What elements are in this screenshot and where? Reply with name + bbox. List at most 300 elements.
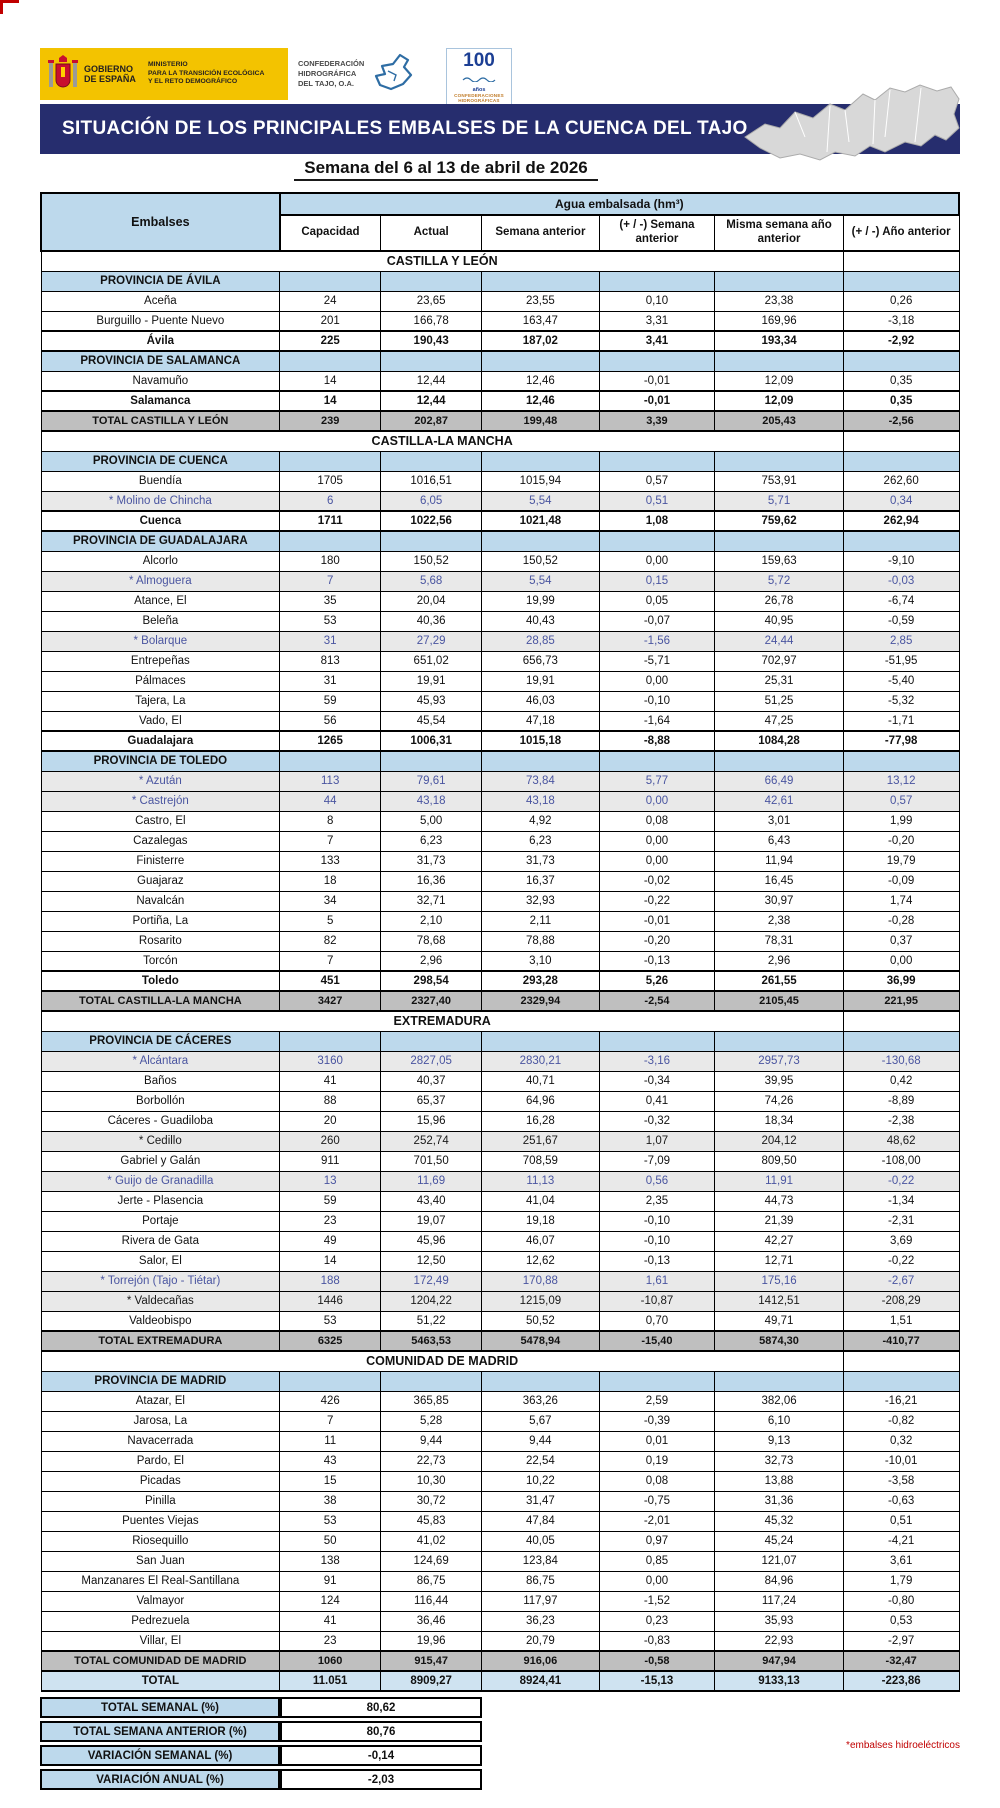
- region-row: [41, 1351, 959, 1371]
- value-cell: 0,37: [843, 931, 959, 951]
- reservoir-name: Pedrezuela: [41, 1611, 280, 1631]
- value-cell: 31,73: [482, 851, 600, 871]
- value-cell: -0,01: [599, 391, 715, 411]
- value-cell: -3,16: [599, 1051, 715, 1071]
- value-cell: -8,88: [599, 731, 715, 751]
- value-cell: 2,38: [715, 911, 844, 931]
- subtitle-wrap: [40, 158, 852, 181]
- reservoir-name: Entrepeñas: [41, 651, 280, 671]
- value-cell: 20,04: [381, 591, 482, 611]
- value-cell: 13: [280, 1171, 381, 1191]
- value-cell: 11.051: [280, 1671, 381, 1691]
- value-cell: 1265: [280, 731, 381, 751]
- data-row: [41, 1291, 959, 1311]
- region-spacer-cell: [843, 251, 959, 271]
- data-row: [41, 871, 959, 891]
- value-cell: -8,89: [843, 1091, 959, 1111]
- value-cell: -5,71: [599, 651, 715, 671]
- value-cell: 23,55: [482, 291, 600, 311]
- data-row: [41, 771, 959, 791]
- summary-label: TOTAL SEMANA ANTERIOR (%): [40, 1721, 280, 1742]
- value-cell: 0,42: [843, 1071, 959, 1091]
- reservoir-name: Gabriel y Galán: [41, 1151, 280, 1171]
- value-cell: -15,40: [599, 1331, 715, 1351]
- value-cell: -6,74: [843, 591, 959, 611]
- province-title: PROVINCIA DE GUADALAJARA: [41, 531, 280, 551]
- province-empty-cell: [715, 531, 844, 551]
- value-cell: 0,32: [843, 1431, 959, 1451]
- value-cell: -208,29: [843, 1291, 959, 1311]
- value-cell: 1,08: [599, 511, 715, 531]
- value-cell: 19,99: [482, 591, 600, 611]
- value-cell: 1,51: [843, 1311, 959, 1331]
- value-cell: 239: [280, 411, 381, 431]
- value-cell: -7,09: [599, 1151, 715, 1171]
- value-cell: 759,62: [715, 511, 844, 531]
- summary-value: -2,03: [280, 1769, 482, 1790]
- reservoir-name: * Alcántara: [41, 1051, 280, 1071]
- reservoir-name: Villar, El: [41, 1631, 280, 1651]
- data-row: [41, 1211, 959, 1231]
- province-empty-cell: [482, 451, 600, 471]
- value-cell: -0,07: [599, 611, 715, 631]
- value-cell: 10,30: [381, 1471, 482, 1491]
- value-cell: 36,46: [381, 1611, 482, 1631]
- value-cell: 23,65: [381, 291, 482, 311]
- column-header-capacidad: Capacidad: [280, 215, 381, 251]
- value-cell: 36,23: [482, 1611, 600, 1631]
- value-cell: 45,54: [381, 711, 482, 731]
- value-cell: 193,34: [715, 331, 844, 351]
- value-cell: 251,67: [482, 1131, 600, 1151]
- summary-value: 80,76: [280, 1721, 482, 1742]
- value-cell: 14: [280, 371, 381, 391]
- value-cell: 0,85: [599, 1551, 715, 1571]
- value-cell: 40,43: [482, 611, 600, 631]
- value-cell: 169,96: [715, 311, 844, 331]
- value-cell: 9,44: [482, 1431, 600, 1451]
- value-cell: -0,75: [599, 1491, 715, 1511]
- reservoir-name: Beleña: [41, 611, 280, 631]
- reservoir-name: Atazar, El: [41, 1391, 280, 1411]
- value-cell: 8924,41: [482, 1671, 600, 1691]
- province-empty-cell: [381, 531, 482, 551]
- province-empty-cell: [843, 351, 959, 371]
- province-title: PROVINCIA DE ÁVILA: [41, 271, 280, 291]
- value-cell: 5,54: [482, 491, 600, 511]
- data-row: [41, 631, 959, 651]
- data-row: [41, 851, 959, 871]
- data-row: [41, 1591, 959, 1611]
- value-cell: 2327,40: [381, 991, 482, 1011]
- table-head: [41, 193, 959, 251]
- value-cell: 42,61: [715, 791, 844, 811]
- reservoir-name: Salamanca: [41, 391, 280, 411]
- reservoir-name: Pardo, El: [41, 1451, 280, 1471]
- grand-row: [41, 1671, 959, 1691]
- value-cell: 0,15: [599, 571, 715, 591]
- reservoir-name: Borbollón: [41, 1091, 280, 1111]
- value-cell: -130,68: [843, 1051, 959, 1071]
- value-cell: -410,77: [843, 1331, 959, 1351]
- value-cell: -2,67: [843, 1271, 959, 1291]
- value-cell: 41,02: [381, 1531, 482, 1551]
- value-cell: 49,71: [715, 1311, 844, 1331]
- reservoir-name: Baños: [41, 1071, 280, 1091]
- value-cell: 2827,05: [381, 1051, 482, 1071]
- province-empty-cell: [381, 1031, 482, 1051]
- value-cell: 0,51: [599, 491, 715, 511]
- value-cell: 124: [280, 1591, 381, 1611]
- value-cell: -10,87: [599, 1291, 715, 1311]
- value-cell: 0,00: [843, 951, 959, 971]
- value-cell: 82: [280, 931, 381, 951]
- value-cell: 74,26: [715, 1091, 844, 1111]
- value-cell: -1,71: [843, 711, 959, 731]
- value-cell: 180: [280, 551, 381, 571]
- value-cell: 163,47: [482, 311, 600, 331]
- value-cell: 41,04: [482, 1191, 600, 1211]
- region-spacer-cell: [843, 431, 959, 451]
- reservoir-name: Tajera, La: [41, 691, 280, 711]
- value-cell: 9133,13: [715, 1671, 844, 1691]
- province-title: PROVINCIA DE TOLEDO: [41, 751, 280, 771]
- tajo-basin-outline-icon: [370, 51, 416, 97]
- value-cell: 2,96: [715, 951, 844, 971]
- value-cell: 31,36: [715, 1491, 844, 1511]
- reservoir-name: Atance, El: [41, 591, 280, 611]
- value-cell: -2,01: [599, 1511, 715, 1531]
- value-cell: -2,92: [843, 331, 959, 351]
- value-cell: -2,54: [599, 991, 715, 1011]
- page-title: SITUACIÓN DE LOS PRINCIPALES EMBALSES DE LA CUENCA DEL TAJO: [62, 118, 748, 139]
- value-cell: -0,58: [599, 1651, 715, 1671]
- value-cell: -0,39: [599, 1411, 715, 1431]
- value-cell: 12,44: [381, 371, 482, 391]
- value-cell: -4,21: [843, 1531, 959, 1551]
- reservoir-name: * Azután: [41, 771, 280, 791]
- value-cell: 43,18: [381, 791, 482, 811]
- value-cell: 43,40: [381, 1191, 482, 1211]
- gov-line2: DE ESPAÑA: [84, 74, 136, 84]
- value-cell: 116,44: [381, 1591, 482, 1611]
- value-cell: 0,00: [599, 851, 715, 871]
- value-cell: 30,97: [715, 891, 844, 911]
- reservoir-name: Toledo: [41, 971, 280, 991]
- value-cell: 23: [280, 1631, 381, 1651]
- reservoir-name: * Castrejón: [41, 791, 280, 811]
- value-cell: 1204,22: [381, 1291, 482, 1311]
- value-cell: 911: [280, 1151, 381, 1171]
- value-cell: -223,86: [843, 1671, 959, 1691]
- value-cell: 262,60: [843, 471, 959, 491]
- province-empty-cell: [280, 1031, 381, 1051]
- value-cell: 5,72: [715, 571, 844, 591]
- sub-row: [41, 731, 959, 751]
- value-cell: 86,75: [381, 1571, 482, 1591]
- value-cell: 44,73: [715, 1191, 844, 1211]
- value-cell: 5,00: [381, 811, 482, 831]
- value-cell: 12,46: [482, 371, 600, 391]
- province-empty-cell: [843, 271, 959, 291]
- province-empty-cell: [280, 451, 381, 471]
- value-cell: 915,47: [381, 1651, 482, 1671]
- value-cell: 40,05: [482, 1531, 600, 1551]
- province-empty-cell: [599, 531, 715, 551]
- value-cell: -0,80: [843, 1591, 959, 1611]
- province-row: [41, 451, 959, 471]
- region-row: [41, 1011, 959, 1031]
- value-cell: 16,28: [482, 1111, 600, 1131]
- value-cell: 1060: [280, 1651, 381, 1671]
- value-cell: 5: [280, 911, 381, 931]
- ministry-line1: MINISTERIO: [148, 60, 188, 68]
- reservoir-name: TOTAL EXTREMADURA: [41, 1331, 280, 1351]
- value-cell: -0,13: [599, 951, 715, 971]
- value-cell: 49: [280, 1231, 381, 1251]
- value-cell: -3,58: [843, 1471, 959, 1491]
- value-cell: 8909,27: [381, 1671, 482, 1691]
- province-empty-cell: [843, 751, 959, 771]
- reservoir-name: Guajaraz: [41, 871, 280, 891]
- value-cell: 1711: [280, 511, 381, 531]
- value-cell: 5,67: [482, 1411, 600, 1431]
- value-cell: 262,94: [843, 511, 959, 531]
- province-empty-cell: [280, 351, 381, 371]
- data-row: [41, 1631, 959, 1651]
- value-cell: 45,93: [381, 691, 482, 711]
- province-empty-cell: [280, 751, 381, 771]
- data-row: [41, 1091, 959, 1111]
- value-cell: 426: [280, 1391, 381, 1411]
- value-cell: 3427: [280, 991, 381, 1011]
- value-cell: -0,20: [843, 831, 959, 851]
- value-cell: 19,91: [381, 671, 482, 691]
- value-cell: 4,92: [482, 811, 600, 831]
- value-cell: 170,88: [482, 1271, 600, 1291]
- value-cell: 3,10: [482, 951, 600, 971]
- week-subtitle: Semana del 6 al 13 de abril de 2026: [294, 158, 598, 181]
- value-cell: 0,23: [599, 1611, 715, 1631]
- data-row: [41, 1311, 959, 1331]
- value-cell: 59: [280, 691, 381, 711]
- tajo-basin-map: [735, 82, 963, 168]
- value-cell: 6,23: [381, 831, 482, 851]
- reservoir-name: TOTAL CASTILLA-LA MANCHA: [41, 991, 280, 1011]
- value-cell: 19,96: [381, 1631, 482, 1651]
- value-cell: -0,83: [599, 1631, 715, 1651]
- data-row: [41, 1111, 959, 1131]
- wave-icon: [462, 77, 496, 82]
- value-cell: 0,08: [599, 811, 715, 831]
- value-cell: 53: [280, 1511, 381, 1531]
- value-cell: 91: [280, 1571, 381, 1591]
- value-cell: 53: [280, 611, 381, 631]
- value-cell: 3,69: [843, 1231, 959, 1251]
- region-spacer-cell: [843, 1351, 959, 1371]
- value-cell: 261,55: [715, 971, 844, 991]
- province-row: [41, 751, 959, 771]
- summary-value: 80,62: [280, 1697, 482, 1718]
- value-cell: 0,70: [599, 1311, 715, 1331]
- summary-row: [40, 1745, 482, 1766]
- value-cell: -2,38: [843, 1111, 959, 1131]
- summary-value: -0,14: [280, 1745, 482, 1766]
- data-row: [41, 891, 959, 911]
- value-cell: 47,18: [482, 711, 600, 731]
- value-cell: 363,26: [482, 1391, 600, 1411]
- province-empty-cell: [843, 1371, 959, 1391]
- value-cell: 293,28: [482, 971, 600, 991]
- logo-strip: [40, 48, 512, 104]
- value-cell: 11: [280, 1431, 381, 1451]
- value-cell: 188: [280, 1271, 381, 1291]
- value-cell: 1,07: [599, 1131, 715, 1151]
- reservoir-name: Finisterre: [41, 851, 280, 871]
- value-cell: 7: [280, 951, 381, 971]
- value-cell: 11,94: [715, 851, 844, 871]
- data-row: [41, 1151, 959, 1171]
- value-cell: 121,07: [715, 1551, 844, 1571]
- value-cell: 56: [280, 711, 381, 731]
- value-cell: 25,31: [715, 671, 844, 691]
- value-cell: -0,01: [599, 371, 715, 391]
- value-cell: 64,96: [482, 1091, 600, 1111]
- reservoir-name: Vado, El: [41, 711, 280, 731]
- region-title: EXTREMADURA: [41, 1011, 843, 1031]
- value-cell: -0,10: [599, 1211, 715, 1231]
- data-row: [41, 1391, 959, 1411]
- value-cell: 202,87: [381, 411, 482, 431]
- data-row: [41, 1431, 959, 1451]
- reservoir-name: TOTAL CASTILLA Y LEÓN: [41, 411, 280, 431]
- value-cell: 78,68: [381, 931, 482, 951]
- province-empty-cell: [482, 751, 600, 771]
- value-cell: 44: [280, 791, 381, 811]
- value-cell: 18: [280, 871, 381, 891]
- value-cell: -1,52: [599, 1591, 715, 1611]
- data-row: [41, 591, 959, 611]
- value-cell: -0,09: [843, 871, 959, 891]
- value-cell: 3160: [280, 1051, 381, 1071]
- reservoir-name: Jarosa, La: [41, 1411, 280, 1431]
- data-row: [41, 491, 959, 511]
- value-cell: 45,32: [715, 1511, 844, 1531]
- reservoir-name: Puentes Viejas: [41, 1511, 280, 1531]
- value-cell: 753,91: [715, 471, 844, 491]
- summary-row: [40, 1769, 482, 1790]
- summary-label: VARIACIÓN SEMANAL (%): [40, 1745, 280, 1766]
- value-cell: 117,24: [715, 1591, 844, 1611]
- value-cell: 24,44: [715, 631, 844, 651]
- value-cell: 651,02: [381, 651, 482, 671]
- reservoir-table: [40, 192, 960, 1692]
- province-empty-cell: [482, 271, 600, 291]
- value-cell: 117,97: [482, 1591, 600, 1611]
- value-cell: -108,00: [843, 1151, 959, 1171]
- value-cell: -0,82: [843, 1411, 959, 1431]
- value-cell: 2,59: [599, 1391, 715, 1411]
- province-row: [41, 351, 959, 371]
- value-cell: 708,59: [482, 1151, 600, 1171]
- column-header-actual: Actual: [381, 215, 482, 251]
- value-cell: -0,34: [599, 1071, 715, 1091]
- value-cell: -0,28: [843, 911, 959, 931]
- value-cell: -15,13: [599, 1671, 715, 1691]
- value-cell: 16,45: [715, 871, 844, 891]
- value-cell: 16,37: [482, 871, 600, 891]
- column-header-dif-semana: (+ / -) Semana anterior: [599, 215, 715, 251]
- value-cell: 123,84: [482, 1551, 600, 1571]
- data-row: [41, 1571, 959, 1591]
- value-cell: 24: [280, 291, 381, 311]
- sub-row: [41, 331, 959, 351]
- reservoir-name: * Bolarque: [41, 631, 280, 651]
- province-empty-cell: [482, 531, 600, 551]
- value-cell: 813: [280, 651, 381, 671]
- value-cell: 27,29: [381, 631, 482, 651]
- data-row: [41, 951, 959, 971]
- reservoir-name: Riosequillo: [41, 1531, 280, 1551]
- value-cell: 78,88: [482, 931, 600, 951]
- value-cell: 0,57: [599, 471, 715, 491]
- value-cell: 46,03: [482, 691, 600, 711]
- value-cell: 124,69: [381, 1551, 482, 1571]
- reservoir-name: Valmayor: [41, 1591, 280, 1611]
- value-cell: 2,10: [381, 911, 482, 931]
- value-cell: 1215,09: [482, 1291, 600, 1311]
- value-cell: 23: [280, 1211, 381, 1231]
- value-cell: 7: [280, 571, 381, 591]
- value-cell: 41: [280, 1071, 381, 1091]
- province-empty-cell: [599, 451, 715, 471]
- value-cell: -16,21: [843, 1391, 959, 1411]
- value-cell: -0,22: [599, 891, 715, 911]
- data-row: [41, 1231, 959, 1251]
- value-cell: 0,26: [843, 291, 959, 311]
- crop-mark: [0, 0, 19, 14]
- value-cell: 19,07: [381, 1211, 482, 1231]
- value-cell: 42,27: [715, 1231, 844, 1251]
- data-row: [41, 1171, 959, 1191]
- value-cell: 0,51: [843, 1511, 959, 1531]
- value-cell: 66,49: [715, 771, 844, 791]
- province-empty-cell: [599, 1371, 715, 1391]
- value-cell: 31: [280, 631, 381, 651]
- value-cell: 22,93: [715, 1631, 844, 1651]
- reservoir-name: Ávila: [41, 331, 280, 351]
- province-empty-cell: [381, 351, 482, 371]
- value-cell: 1015,94: [482, 471, 600, 491]
- value-cell: 5,54: [482, 571, 600, 591]
- value-cell: 0,10: [599, 291, 715, 311]
- value-cell: 9,13: [715, 1431, 844, 1451]
- value-cell: 11,13: [482, 1171, 600, 1191]
- data-row: [41, 311, 959, 331]
- centenary-line1: CONFEDERACIONES: [454, 93, 504, 99]
- value-cell: 7: [280, 1411, 381, 1431]
- province-empty-cell: [599, 1031, 715, 1051]
- value-cell: 5874,30: [715, 1331, 844, 1351]
- reservoir-name: Navamuño: [41, 371, 280, 391]
- value-cell: 43: [280, 1451, 381, 1471]
- reservoir-name: Aceña: [41, 291, 280, 311]
- value-cell: 8: [280, 811, 381, 831]
- cht-line2: HIDROGRÁFICA: [298, 68, 357, 78]
- region-title: COMUNIDAD DE MADRID: [41, 1351, 843, 1371]
- reservoir-name: Castro, El: [41, 811, 280, 831]
- province-empty-cell: [599, 271, 715, 291]
